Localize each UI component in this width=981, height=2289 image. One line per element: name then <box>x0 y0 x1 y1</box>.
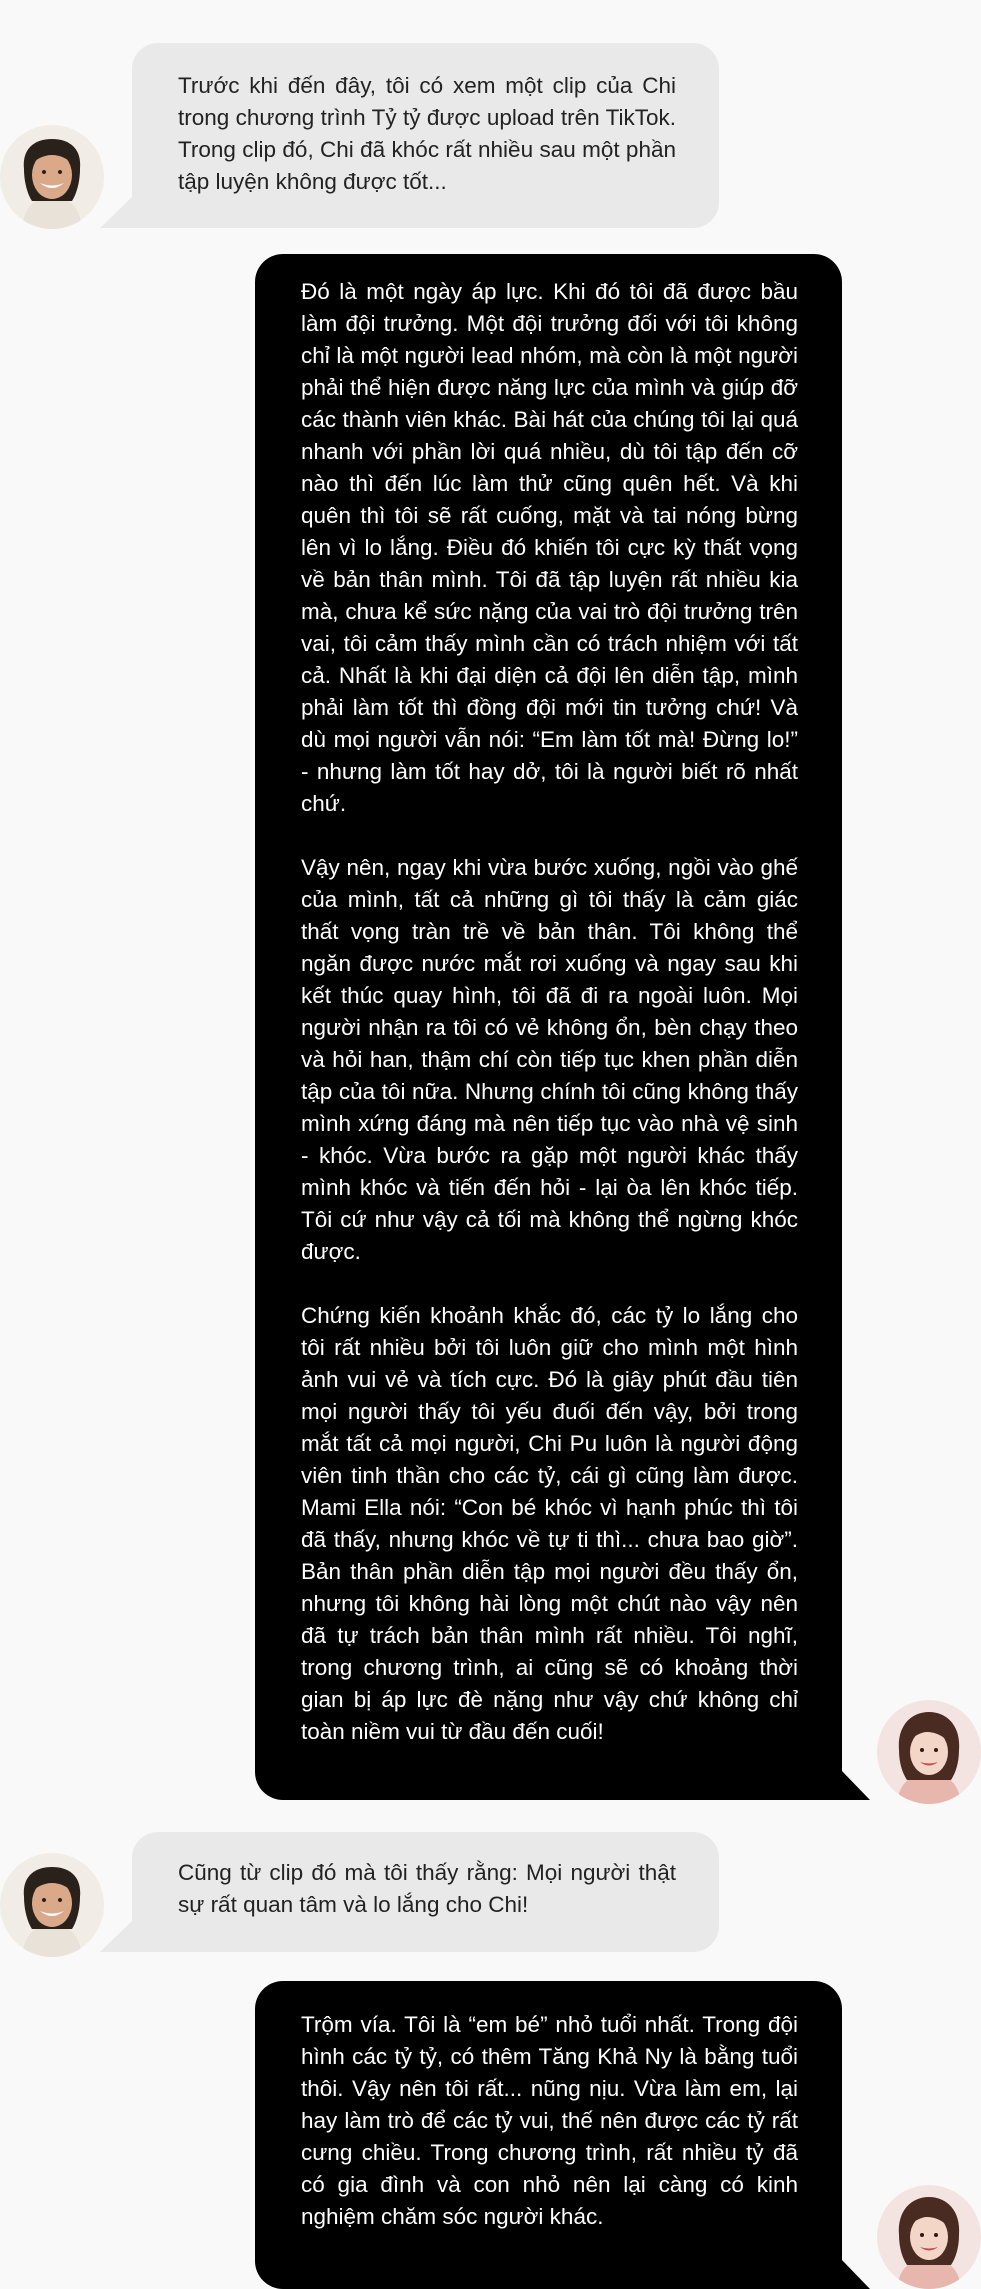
message-paragraph: Đó là một ngày áp lực. Khi đó tôi đã được bầu làm đội trưởng. Một đội trưởng đối với tôi không chỉ là một người lead nhóm, mà còn là một người phải thể hiện được năng lực của mình và giúp đỡ các thành viên khác. Bài hát của chúng tôi lại quá nhanh với phần lời quá nhiều, dù tôi tập đến cỡ nào thì đến lúc làm thử cũng quên hết. Và khi quên thì tôi sẽ rất cuống, mặt và tai nóng bừng lên vì lo lắng. Điều đó khiến tôi cực kỳ thất vọng về bản thân mình. Tôi đã tập luyện rất nhiều kia mà, chưa kể sức nặng của vai trò đội trưởng trên vai, tôi cảm thấy mình cần có trách nhiệm với tất cả. Nhất là khi đại diện cả đội lên diễn tập, mình phải làm tốt thì đồng đội mới tin tưởng chứ! Và dù mọi người vẫn nói: “Em làm tốt mà! Đừng lo!” - nhưng làm tốt hay dở, tôi là người biết rõ nhất chứ. <box>301 279 798 816</box>
interviewer-avatar <box>0 1853 104 1957</box>
interviewer-avatar <box>0 125 104 229</box>
chi-pu-avatar <box>877 1700 981 1804</box>
message-paragraph: Vậy nên, ngay khi vừa bước xuống, ngồi vào ghế của mình, tất cả những gì tôi thấy là cảm giác thất vọng tràn trề về bản thân. Tôi không thể ngăn được nước mắt rơi xuống và ngay sau khi kết thúc quay hình, tôi đã đi ra ngoài luôn. Mọi người nhận ra tôi có vẻ không ổn, bèn chạy theo và hỏi han, thậm chí còn tiếp tục khen phần diễn tập của tôi nữa. Nhưng chính tôi cũng không thấy mình xứng đáng mà nên tiếp tục vào nhà vệ sinh - khóc. Vừa bước ra gặp một người khác thấy mình khóc và tiến đến hỏi - lại òa lên khóc tiếp. Tôi cứ như vậy cả tối mà không thể ngừng khóc được. <box>301 855 798 1264</box>
chi-pu-avatar-icon <box>877 2185 981 2289</box>
interviewer-message-3 <box>132 1832 719 1952</box>
interviewer-avatar-icon <box>0 125 104 229</box>
bubble-tail <box>812 2229 870 2289</box>
interviewer-message-1 <box>132 43 719 228</box>
message-text: Trước khi đến đây, tôi có xem một clip của Chi trong chương trình Tỷ tỷ được upload trên TikTok. Trong clip đó, Chi đã khóc rất nhiều sau một phần tập luyện không được tốt... <box>178 73 676 194</box>
answer-message-2 <box>255 254 842 1800</box>
message-paragraph: Trộm vía. Tôi là “em bé” nhỏ tuổi nhất. Trong đội hình các tỷ tỷ, có thêm Tăng Khả Ny là bằng tuổi thôi. Vậy nên tôi rất... nũng nịu. Vừa làm em, lại hay làm trò để các tỷ vui, thế nên được các tỷ rất cưng chiều. Trong chương trình, rất nhiều tỷ đã có gia đình và con nhỏ nên lại càng có kinh nghiệm chăm sóc người khác. <box>301 2012 798 2229</box>
message-paragraph: Chứng kiến khoảnh khắc đó, các tỷ lo lắng cho tôi rất nhiều bởi tôi luôn giữ cho mình một hình ảnh vui vẻ và tích cực. Đó là giây phút đầu tiên mọi người thấy tôi yếu đuối đến vậy, bởi trong mắt tất cả mọi người, Chi Pu luôn là người động viên tinh thần cho các tỷ, cái gì cũng làm được. Mami Ella nói: “Con bé khóc vì hạnh phúc thì tôi đã thấy, nhưng khóc về tự ti thì... chưa bao giờ”. Bản thân phần diễn tập mọi người đều thấy ổn, nhưng tôi không hài lòng một chút nào vậy nên đã tự trách bản thân mình rất nhiều. Tôi nghĩ, trong chương trình, ai cũng sẽ có khoảng thời gian bị áp lực đè nặng như vậy chứ không chỉ toàn niềm vui từ đầu đến cuối! <box>301 1303 798 1744</box>
message-text: Cũng từ clip đó mà tôi thấy rằng: Mọi người thật sự rất quan tâm và lo lắng cho Chi! <box>178 1860 676 1917</box>
chi-pu-avatar-icon <box>877 1700 981 1804</box>
chi-pu-avatar <box>877 2185 981 2289</box>
interviewer-avatar-icon <box>0 1853 104 1957</box>
answer-message-4 <box>255 1981 842 2289</box>
bubble-tail <box>812 1740 870 1800</box>
